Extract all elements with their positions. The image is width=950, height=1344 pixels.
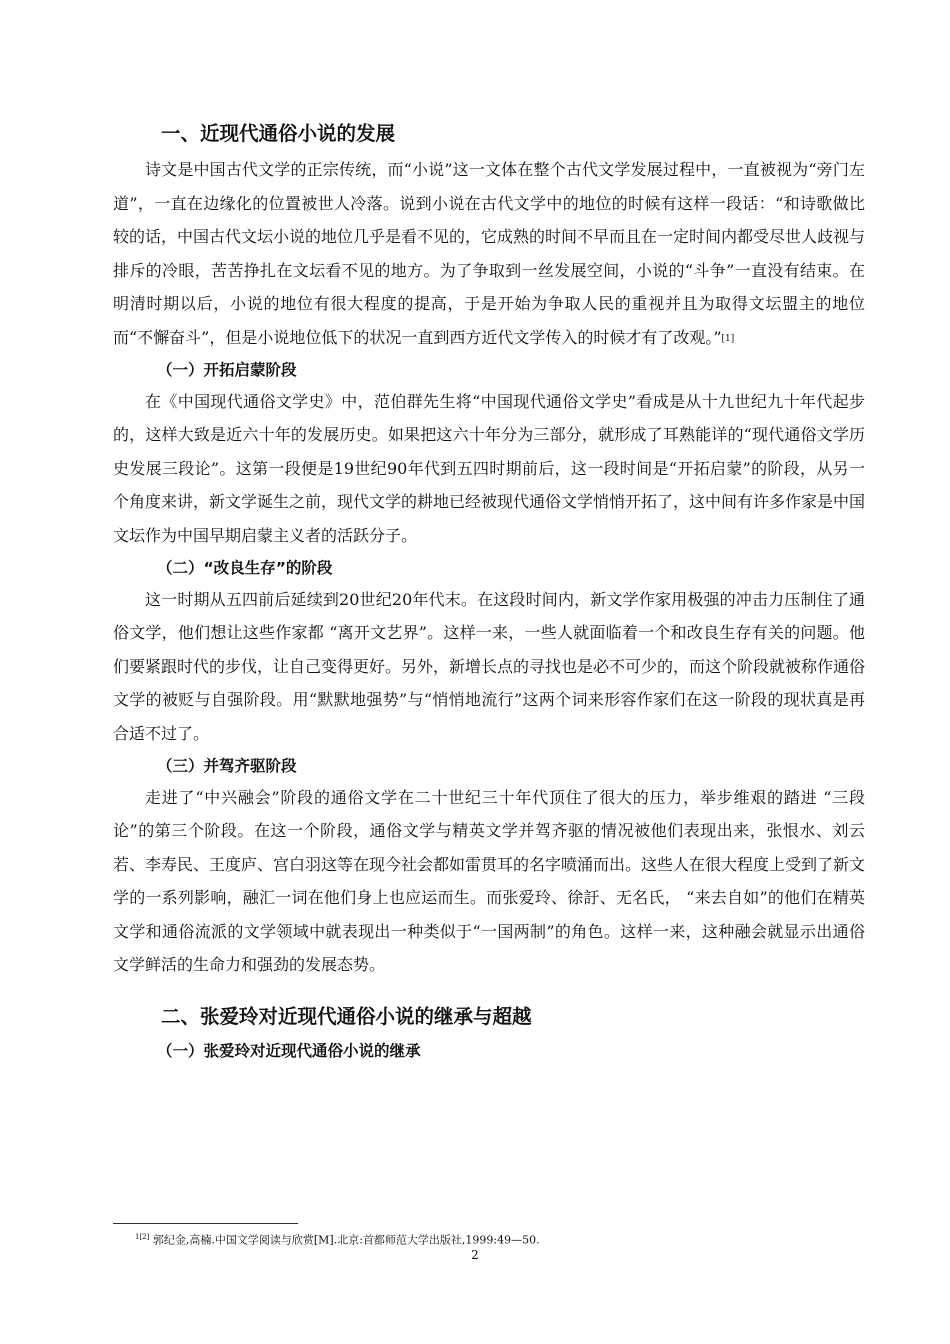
footnote-marker: 1[2] xyxy=(135,1233,150,1241)
paragraph-1-2: 这一时期从五四前后延续到20世纪20年代末。在这段时间内，新文学作家用极强的冲击力压制住了通俗文学，他们想让这些作家都 “离开文艺界”。这样一来，一些人就面临着一个和改良生存有关的问题。他们要紧跟时代的步伐，让自己变得更好。另外，新增长点的寻找也是必不可少的，而这个阶段就被称作通俗文学的被贬与自强阶段。用“默默地强势”与“悄悄地流行”这两个词来形容作家们在这一阶段的现状真是再合适不过了。 xyxy=(113,589,866,743)
subsection-heading-1-1: （一）开拓启蒙阶段 xyxy=(157,360,297,379)
footnote-divider xyxy=(113,1223,298,1224)
subsection-heading-1-3: （三）并驾齐驱阶段 xyxy=(157,756,297,775)
section-spacer xyxy=(113,982,865,998)
section-heading-2: 二、张爱玲对近现代通俗小说的继承与超越 xyxy=(161,1005,532,1029)
paragraph-1-1: 在《中国现代通俗文学史》中，范伯群先生将“中国现代通俗文学史”看成是从十九世纪九十年代起步的，这样大致是近六十年的发展历史。如果把这六十年分为三部分，就形成了耳熟能详的“现代通俗文学历史发展三段论”。这第一段便是19世纪90年代到五四时期前后，这一段时间是“开拓启蒙”的阶段，从另一个角度来讲，新文学诞生之前，现代文学的耕地已经被现代通俗文学悄悄开拓了，这中间有许多作家是中国文坛作为中国早期启蒙主义者的活跃分子。 xyxy=(113,391,866,545)
body-text xyxy=(113,115,865,1066)
subsection-heading-1-2: （二）“改良生存”的阶段 xyxy=(157,558,333,577)
citation-ref: [1] xyxy=(721,333,735,344)
paragraph-intro-text: 诗文是中国古代文学的正宗传统，而“小说”这一文体在整个古代文学发展过程中，一直被视为“旁门左道”，一直在边缘化的位置被世人冷落。说到小说在古代文学中的地位的时候有这样一段话：“和诗歌做比较的话，中国古代文坛小说的地位几乎是看不见的，它成熟的时间不早而且在一定时间内都受尽世人歧视与排斥的冷眼，苦苦挣扎在文坛看不见的地方。为了争取到一丝发展空间，小说的“斗争”一直没有结束。在明清时期以后，小说的地位有很大程度的提高，于是开始为争取人民的重视并且为取得文坛盟主的地位而“不懈奋斗”，但是小说地位低下的状况一直到西方近代文学传入的时候才有了改观。” xyxy=(113,160,866,347)
section-heading-1: 一、近现代通俗小说的发展 xyxy=(161,122,396,145)
page-number: 2 xyxy=(471,1248,479,1262)
footnote-text: 郭纪金,高楠.中国文学阅读与欣赏[M].北京:首都师范大学出版社,1999:49—50. xyxy=(152,1233,540,1247)
paragraph-1-3: 走进了“中兴融会”阶段的通俗文学在二十世纪三十年代顶住了很大的压力，举步维艰的踏进 “三段论”的第三个阶段。在这一个阶段，通俗文学与精英文学并驾齐驱的情况被他们表现出来，张恨水、刘云若、李寿民、王度庐、宫白羽这等在现今社会都如雷贯耳的名字喷涌而出。这些人在很大程度上受到了新文学的一系列影响，融汇一词在他们身上也应运而生。而张爱玲、徐訏、无名氏， “来去自如”的他们在精英文学和通俗流派的文学领域中就表现出一种类似于“一国两制”的角色。这样一来，这种融会就显示出通俗文学鲜活的生命力和强劲的发展态势。 xyxy=(113,787,866,975)
subsection-heading-2-1: （一）张爱玲对近现代通俗小说的继承 xyxy=(157,1042,421,1061)
paragraph-intro xyxy=(113,153,865,355)
footnote xyxy=(113,1229,853,1249)
